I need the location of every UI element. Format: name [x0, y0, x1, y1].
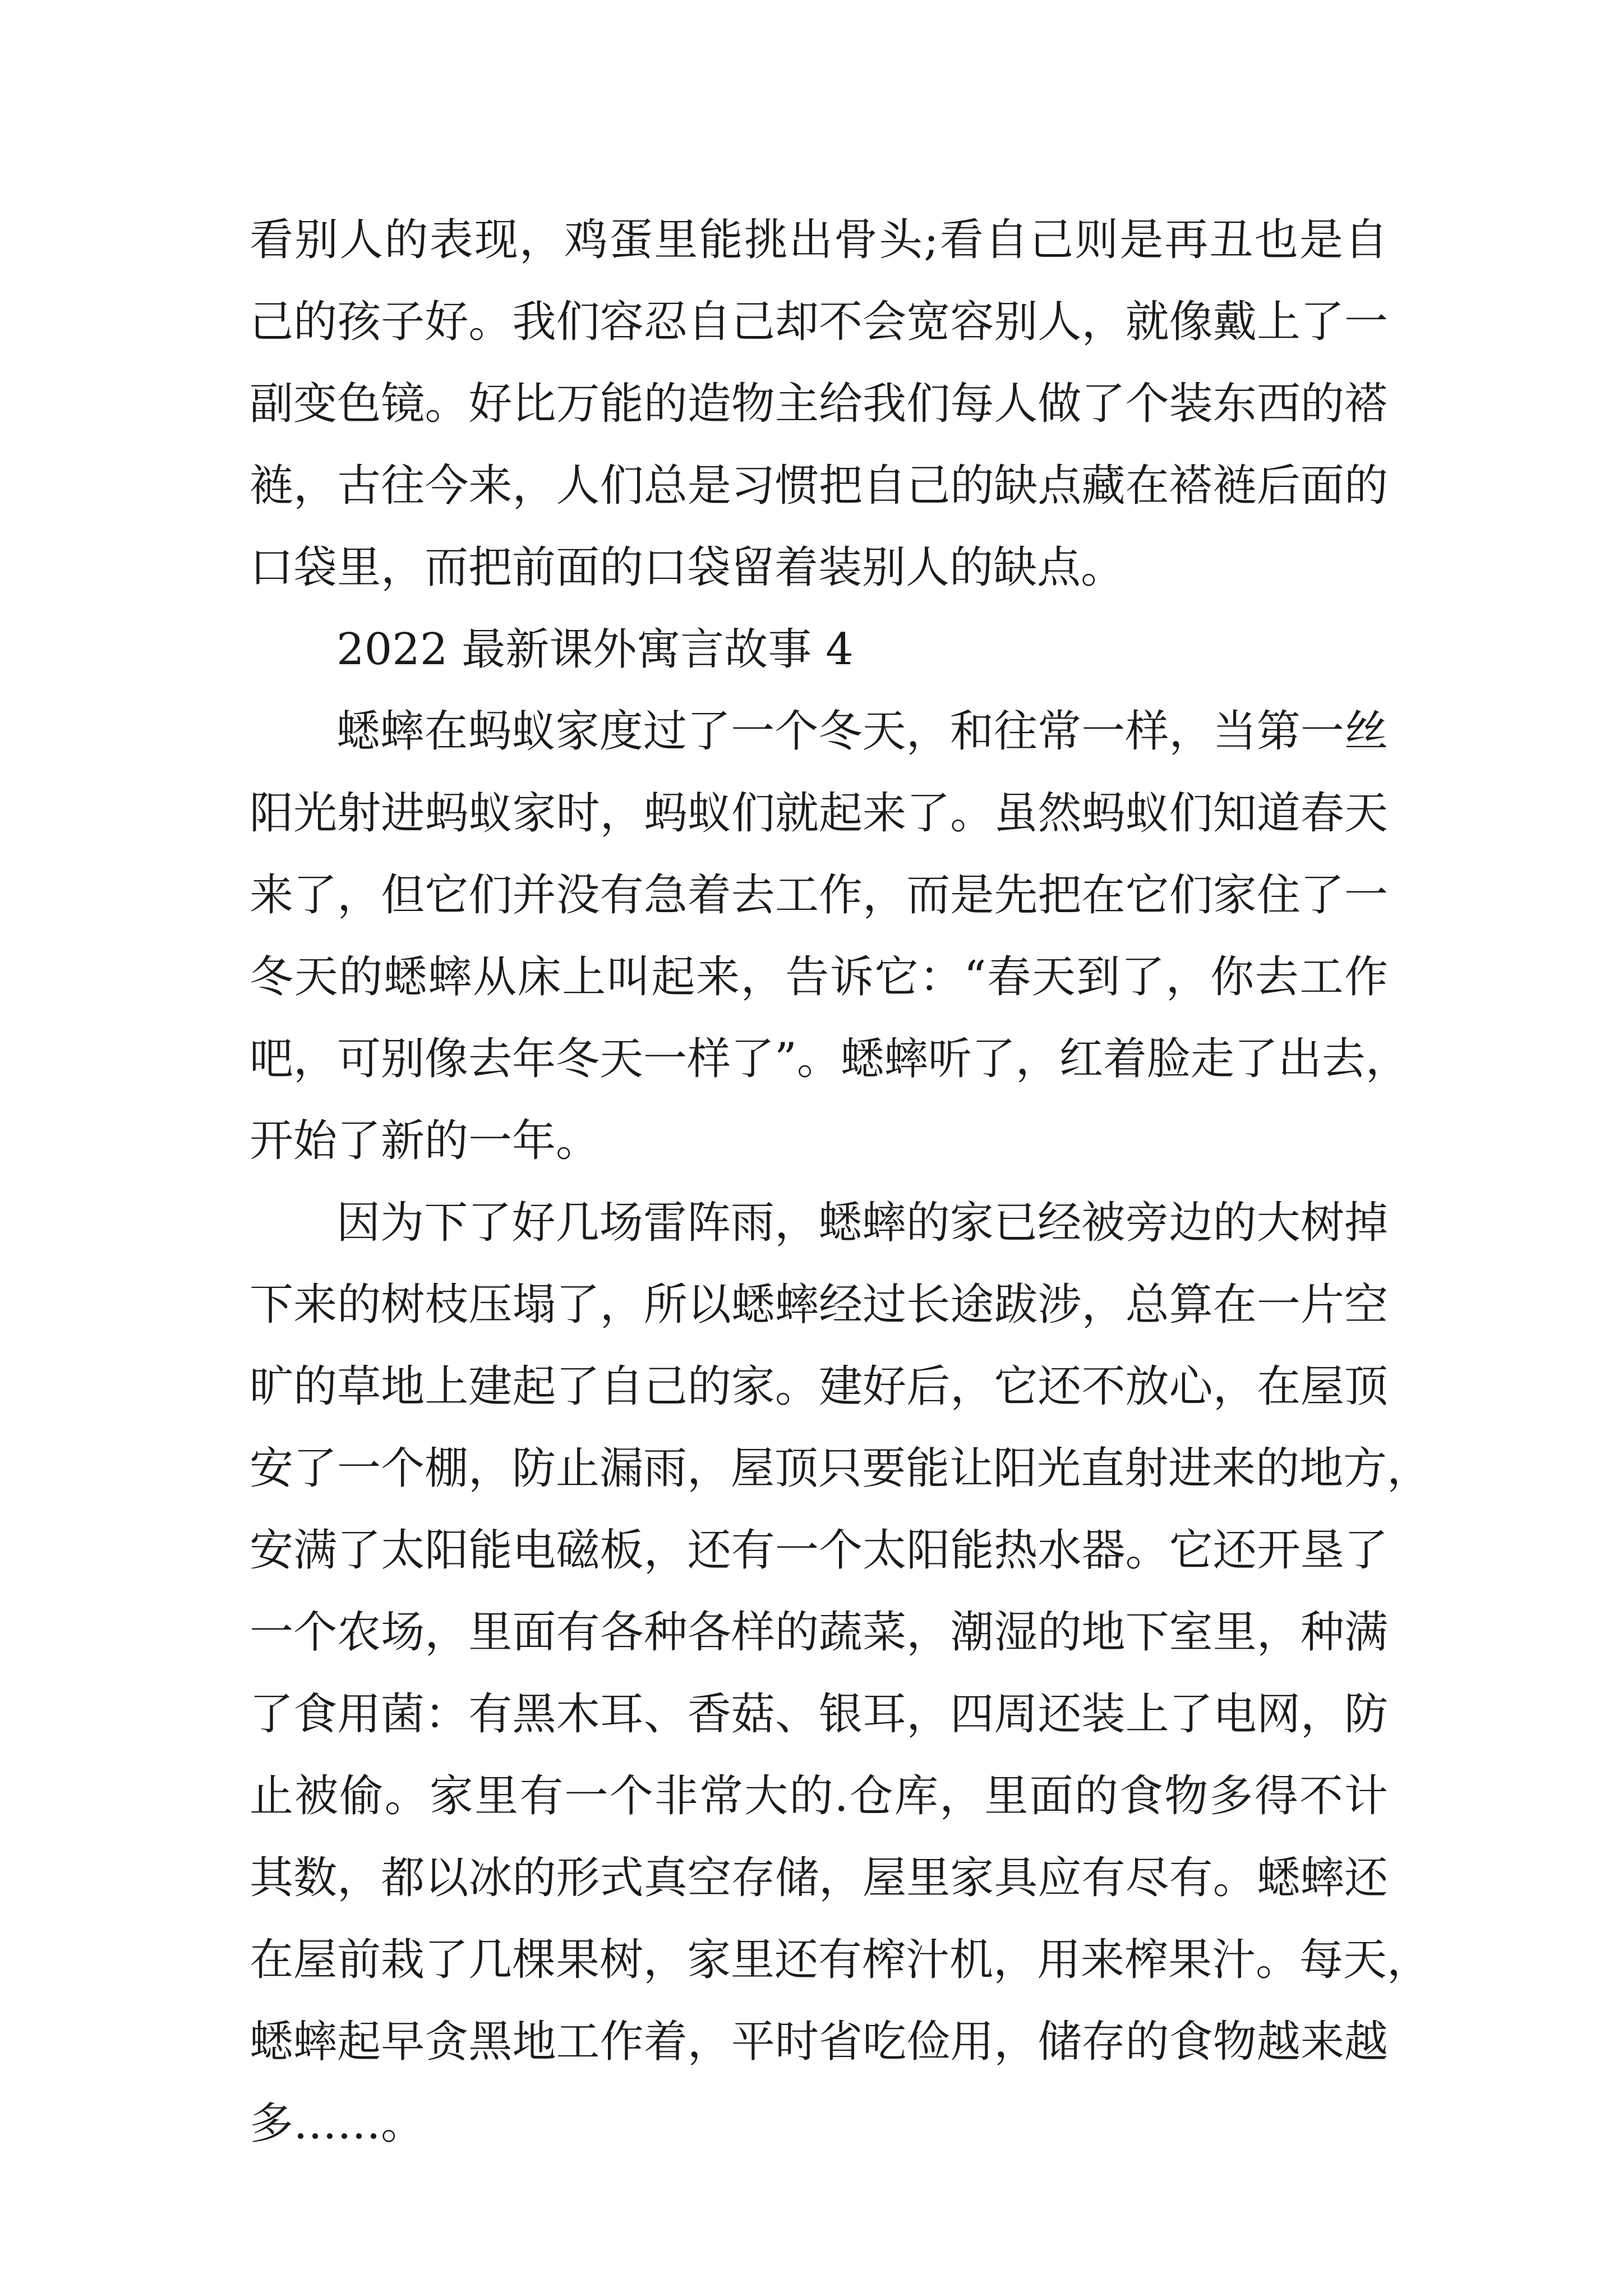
text-line: 下来的树枝压塌了，所以蟋蟀经过长途跋涉，总算在一片空 — [250, 1280, 1388, 1330]
section-heading: 2022 最新课外寓言故事 4 — [336, 624, 854, 675]
text-line: 了食用菌：有黑木耳、香菇、银耳，四周还装上了电网，防 — [250, 1689, 1388, 1740]
text-line: 安了一个棚，防止漏雨，屋顶只要能让阳光直射进来的地方， — [250, 1443, 1431, 1494]
text-line: 看别人的表现，鸡蛋里能挑出骨头;看自己则是再丑也是自 — [250, 215, 1388, 265]
text-line: 一个农场，里面有各种各样的蔬菜，潮湿的地下室里，种满 — [250, 1607, 1388, 1658]
text-line: 己的孩子好。我们容忍自己却不会宽容别人，就像戴上了一 — [250, 297, 1388, 347]
text-line: 止被偷。家里有一个非常大的.仓库，里面的食物多得不计 — [250, 1771, 1388, 1821]
text-line: 口袋里，而把前面的口袋留着装别人的缺点。 — [250, 542, 1125, 593]
text-line: 其数，都以冰的形式真空存储，屋里家具应有尽有。蟋蟀还 — [250, 1853, 1388, 1903]
text-line: 副变色镜。好比万能的造物主给我们每人做了个装东西的褡 — [250, 379, 1388, 429]
text-line: 蟋蟀在蚂蚁家度过了一个冬天，和往常一样，当第一丝 — [336, 706, 1388, 757]
text-line: 来了，但它们并没有急着去工作，而是先把在它们家住了一 — [250, 870, 1388, 921]
text-line: 旷的草地上建起了自己的家。建好后，它还不放心，在屋顶 — [250, 1361, 1388, 1412]
text-line: 裢，古往今来，人们总是习惯把自己的缺点藏在褡裢后面的 — [250, 461, 1388, 511]
text-line: 吧，可别像去年冬天一样了”。蟋蟀听了，红着脸走了出去， — [250, 1034, 1409, 1084]
text-line: 开始了新的一年。 — [250, 1116, 600, 1166]
text-line: 冬天的蟋蟀从床上叫起来，告诉它：“春天到了，你去工作 — [250, 952, 1388, 1002]
text-line: 蟋蟀起早贪黑地工作着，平时省吃俭用，储存的食物越来越 — [250, 2017, 1388, 2067]
text-line: 因为下了好几场雷阵雨，蟋蟀的家已经被旁边的大树掉 — [336, 1198, 1388, 1248]
text-line: 多……。 — [250, 2099, 425, 2149]
text-line: 安满了太阳能电磁板，还有一个太阳能热水器。它还开垦了 — [250, 1525, 1388, 1576]
text-line: 阳光射进蚂蚁家时，蚂蚁们就起来了。虽然蚂蚁们知道春天 — [250, 788, 1388, 839]
text-line: 在屋前栽了几棵果树，家里还有榨汁机，用来榨果汁。每天， — [250, 1935, 1431, 1985]
